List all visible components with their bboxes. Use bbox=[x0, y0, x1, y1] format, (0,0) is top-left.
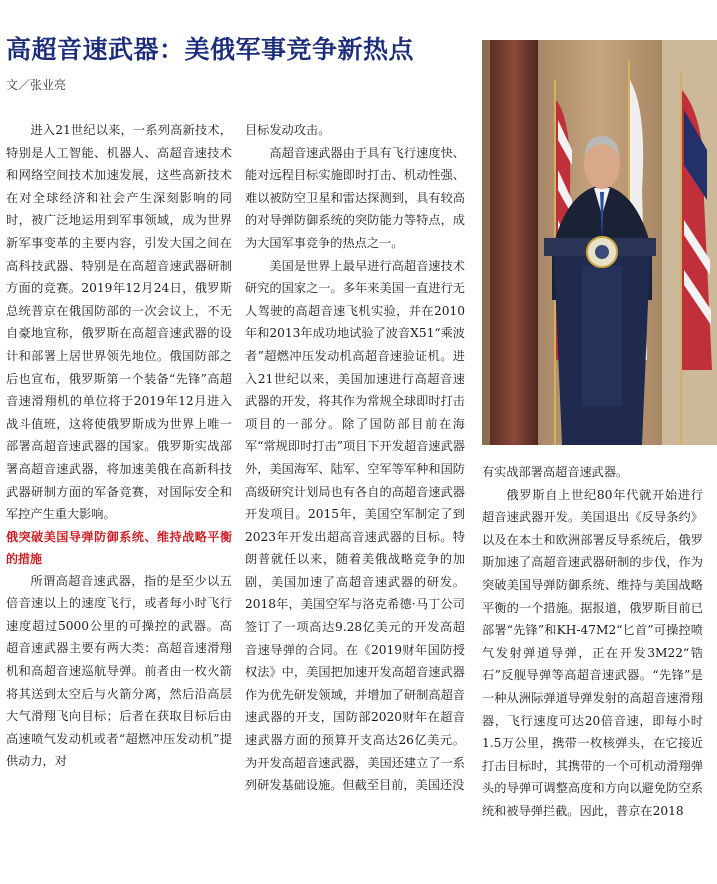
article-column-3 bbox=[482, 461, 703, 823]
article-title: 高超音速武器：美俄军事竞争新热点 bbox=[6, 35, 415, 64]
podium bbox=[544, 237, 656, 445]
article-photo bbox=[482, 40, 717, 445]
paragraph: 俄罗斯自上世纪80年代就开始进行超音速武器开发。美国退出《反导条约》以及在本土和欧洲部署反导系统后，俄罗斯加速了高超音速武器研制的步伐，作为突破美国导弹防御系统、维持与美国战略平衡的一个措施。据报道，俄罗斯目前已部署“先锋”和KH-47M2“匕首”可操控喷气发射弹道导弹，正在开发3M22“锆石”反舰导弹等高超音速武器。“先锋”是一种从洲际弹道导弹发射的高超音速滑翔器，飞行速度可达20倍音速，即每小时1.5万公里，携带一枚核弹头，在它接近打击目标时，其携带的一个可机动滑翔弹头的导弹可调整高度和方向以避免防空系统和被导弹拦截。因此，普京在2018 bbox=[482, 487, 703, 818]
author-byline: 文／张业亮 bbox=[6, 78, 67, 92]
paragraph: 所谓高超音速武器，指的是至少以五倍音速以上的速度飞行，或者每小时飞行速度超过5000公里的可操控的武器。高超音速武器主要有两大类：高超音速滑翔机和高超音速巡航导弹。前者由一枚火箭将其送到太空后与火箭分离，然后沿高层大气滑翔飞向目标；后者在获取目标后由高速喷气发动机或者“超燃冲压发动机”提供动力，对 bbox=[6, 573, 232, 769]
paragraph: 目标发动攻击。 bbox=[245, 123, 331, 137]
speaker-photo-illustration bbox=[482, 40, 717, 445]
paragraph: 有实战部署高超音速武器。 bbox=[482, 465, 629, 479]
article-column-2 bbox=[245, 119, 465, 797]
paragraph: 美国是世界上最早进行高超音速技术研究的国家之一。多年来美国一直进行无人驾驶的高超音速飞机实验，并在2010年和2013年成功地试验了波音X51“乘波者”超燃冲压发动机高超音速验证机。进入21世纪以来，美国加速进行高超音速武器的开发，将其作为常规全球即时打击项目的一部分。除了国防部目前在海军“常规即时打击”项目下开发超音速武器外，美国海军、陆军、空军等军种和国防高级研究计划局也有各自的高超音速武器开发项目。2015年，美国空军制定了到2023年开发出超高音速武器的目标。特朗普就任以来，随着美俄战略竞争的加剧，美国加速了高超音速武器的研发。2018年，美国空军与洛克希德·马丁公司签订了一项高达9.28亿美元的开发高超音速导弹的合同。在《2019财年国防授权法》中，美国把加速开发高超音速武器作为优先研发领域，并增加了研制高超音速武器的开支，国防部2020财年在超音速武器方面的预算开支高达26亿美元。为开发高超音速武器，美国还建立了一系列研发基础设施。但截至目前，美国还没 bbox=[245, 258, 465, 793]
paragraph: 进入21世纪以来，一系列高新技术，特别是人工智能、机器人、高超音速技术和网络空间技术加速发展，这些高新技术在对全球经济和社会产生深刻影响的同时，被广泛地运用到军事领域，成为世界新军事变革的主要内容，引发大国之间在高科技武器、特别是在高超音速武器研制方面的竞赛。2019年12月24日，俄罗斯总统普京在俄国防部的一次会议上，不无自豪地宣称，俄罗斯在高超音速武器的设计和部署上居世界领先地位。俄国防部之后也宣布，俄罗斯第一个装备“先锋”高超音速滑翔机的单位将于2019年12月进入战斗值班，这将使俄罗斯成为世界上唯一部署高超音速武器的国家。俄罗斯实战部署高超音速武器，将加速美俄在高新科技武器研制方面的军备竞赛，对国际安全和军控产生重大影响。 bbox=[6, 123, 232, 522]
article-column-1 bbox=[6, 119, 232, 773]
paragraph: 高超音速武器由于具有飞行速度快、能对远程目标实施即时打击、机动性强、难以被防空卫星和雷达探测到，具有较高的对导弹防御系统的突防能力等特点，成为大国军事竞争的热点之一。 bbox=[245, 145, 465, 250]
section-subheading: 俄突破美国导弹防御系统、维持战略平衡的措施 bbox=[6, 529, 232, 566]
